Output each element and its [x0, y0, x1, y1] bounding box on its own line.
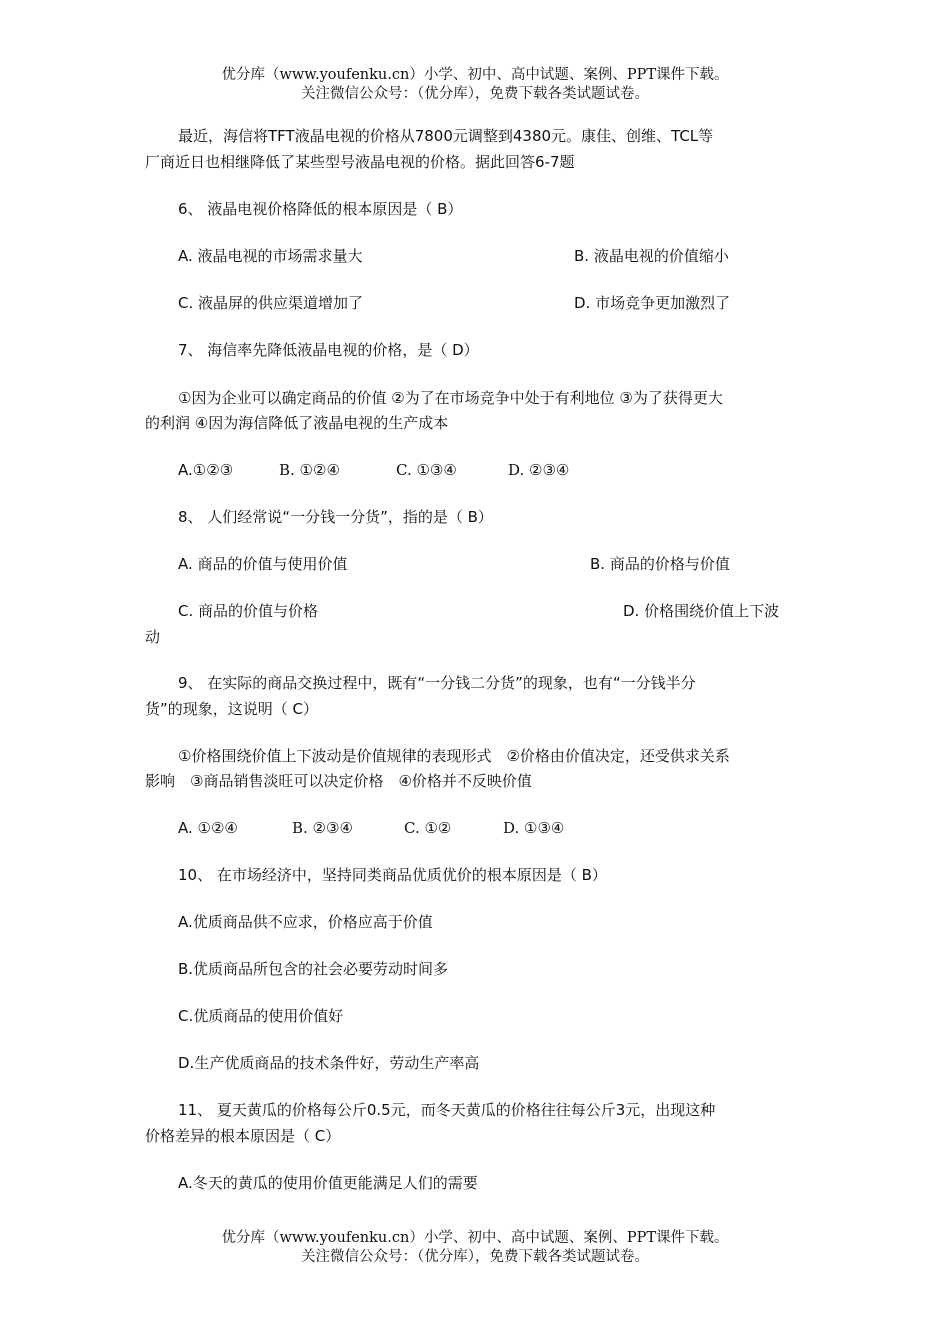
q9-option-a: A. ①②④ — [178, 819, 238, 837]
q8-option-a: A. 商品的价值与使用价值 — [178, 555, 348, 573]
q11-stem-2: 价格差异的根本原因是（ C） — [145, 1127, 341, 1145]
header-line-2: 关注微信公众号：（优分库），免费下载各类试题试卷。 — [301, 86, 649, 102]
intro-line-2: 厂商近日也相继降低了某些型号液晶电视的价格。据此回答6-7题 — [145, 153, 575, 171]
q8-option-d: D. 价格围绕价值上下波 — [623, 602, 780, 620]
q9-stem-1: 9、 在实际的商品交换过程中，既有“一分钱二分货”的现象，也有“一分钱半分 — [178, 674, 696, 692]
q7-stem: 7、 海信率先降低液晶电视的价格，是（ D） — [178, 341, 479, 359]
q8-stem: 8、 人们经常说“一分钱一分货”，指的是（ B） — [178, 508, 493, 526]
q6-option-d: D. 市场竞争更加激烈了 — [574, 294, 731, 312]
q9-option-b: B. ②③④ — [292, 819, 353, 837]
q8-option-d-wrap: 动 — [145, 628, 161, 646]
q9-option-d: D. ①③④ — [503, 819, 565, 837]
q10-option-d: D.生产优质商品的技术条件好，劳动生产率高 — [178, 1054, 480, 1072]
q10-stem: 10、 在市场经济中，坚持同类商品优质优价的根本原因是（ B） — [178, 866, 607, 884]
q7-statements-2: 的利润 ④因为海信降低了液晶电视的生产成本 — [145, 414, 449, 432]
q6-option-b: B. 液晶电视的价值缩小 — [574, 247, 729, 265]
q7-option-b: B. ①②④ — [279, 461, 340, 479]
page-footer — [0, 1229, 950, 1267]
header-line-1: 优分库（www.youfenku.cn）小学、初中、高中试题、案例、PPT课件下载。 — [221, 67, 729, 83]
q7-option-a: A.①②③ — [178, 461, 234, 479]
q10-option-c: C.优质商品的使用价值好 — [178, 1007, 344, 1025]
q6-option-a: A. 液晶电视的市场需求量大 — [178, 247, 363, 265]
q7-option-d: D. ②③④ — [508, 461, 570, 479]
q11-stem-1: 11、 夏天黄瓜的价格每公斤0.5元，而冬天黄瓜的价格往往每公斤3元，出现这种 — [178, 1101, 716, 1119]
footer-line-1: 优分库（www.youfenku.cn）小学、初中、高中试题、案例、PPT课件下载。 — [221, 1230, 729, 1246]
q8-option-c: C. 商品的价值与价格 — [178, 602, 319, 620]
q11-option-a: A.冬天的黄瓜的使用价值更能满足人们的需要 — [178, 1174, 478, 1192]
q9-statements-1: ①价格围绕价值上下波动是价值规律的表现形式 ②价格由价值决定，还受供求关系 — [178, 747, 730, 765]
q7-option-c: C. ①③④ — [396, 461, 457, 479]
q6-stem: 6、 液晶电视价格降低的根本原因是（ B） — [178, 200, 463, 218]
q9-statements-2: 影响 ③商品销售淡旺可以决定价格 ④价格并不反映价值 — [145, 772, 532, 790]
page-header — [0, 66, 950, 104]
q10-option-a: A.优质商品供不应求，价格应高于价值 — [178, 913, 433, 931]
intro-line-1: 最近，海信将TFT液晶电视的价格从7800元调整到4380元。康佳、创维、TCL等 — [178, 127, 714, 145]
q10-option-b: B.优质商品所包含的社会必要劳动时间多 — [178, 960, 449, 978]
q9-option-c: C. ①② — [404, 819, 452, 837]
q8-option-b: B. 商品的价格与价值 — [590, 555, 730, 573]
footer-line-2: 关注微信公众号：（优分库），免费下载各类试题试卷。 — [301, 1249, 649, 1265]
q7-statements-1: ①因为企业可以确定商品的价值 ②为了在市场竞争中处于有利地位 ③为了获得更大 — [178, 389, 723, 407]
q9-stem-2: 货”的现象，这说明（ C） — [145, 700, 319, 718]
q6-option-c: C. 液晶屏的供应渠道增加了 — [178, 294, 364, 312]
